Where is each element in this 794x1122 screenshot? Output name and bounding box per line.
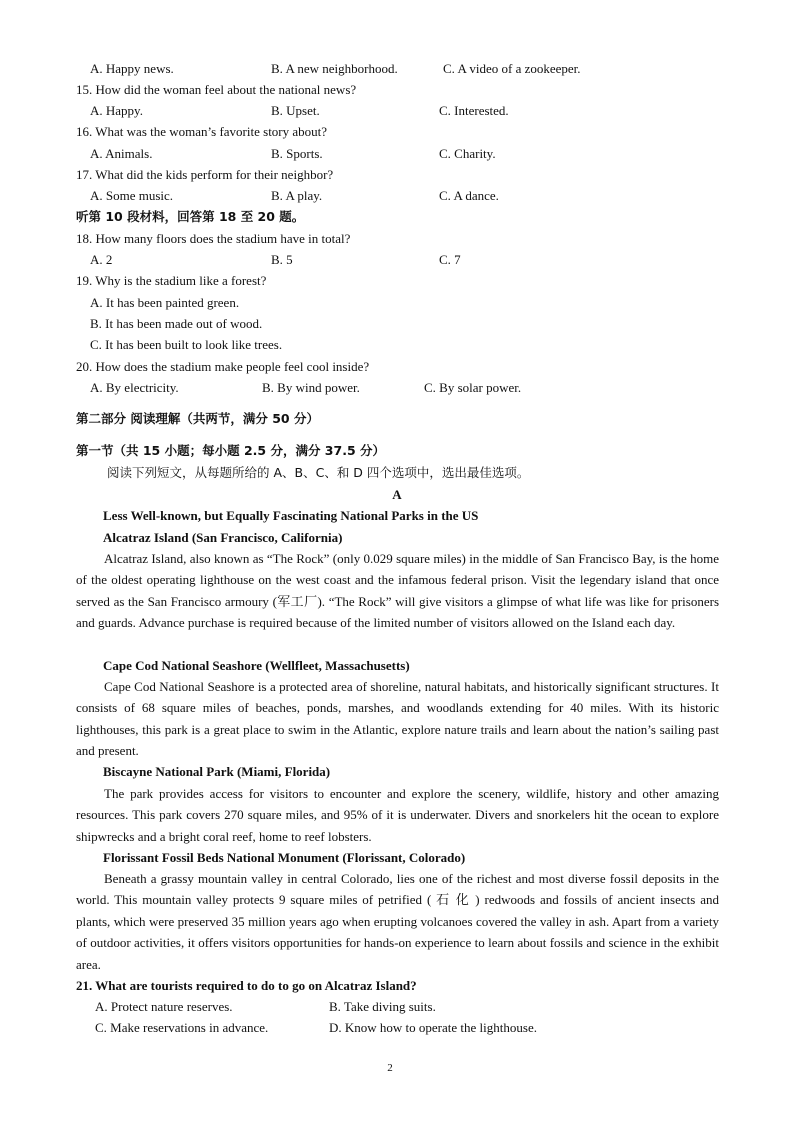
q20-option-b: B. By wind power. [262,380,360,395]
q21-stem: 21. What are tourists required to do to go on Alcatraz Island? [76,978,417,993]
instructions: 阅读下列短文，从每题所给的 A、B、C、和 D 四个选项中，选出最佳选项。 [107,465,530,480]
park-heading-alcatraz: Alcatraz Island (San Francisco, California) [103,530,343,545]
q17-option-c: C. A dance. [439,188,499,203]
section-10-heading: 听第 10 段材料，回答第 18 至 20 题。 [76,209,305,224]
q15-option-a: A. Happy. [90,103,143,118]
q14-option-b: B. A new neighborhood. [271,61,398,76]
park-heading-florissant: Florissant Fossil Beds National Monument (Florissant, Colorado) [103,850,466,865]
q15-option-b: B. Upset. [271,103,320,118]
q19-option-c: C. It has been built to look like trees. [90,337,283,352]
park-text-cape-cod: Cape Cod National Seashore is a protected area of shoreline, natural habitats, and historically significant structures. It consists of 68 square miles of beaches, ponds, marshes, and woodlands extending for 40 miles. With its historic lighthouses, this park is a great place to swim in the Atlantic, explore nature trails and learn about the nation’s sailing past and present. [76,679,719,759]
park-text-biscayne: The park provides access for visitors to encounter and explore the scenery, wildlife, history and other amazing resources. This park covers 270 square miles, and 95% of it is underwater. Divers and snorkelers hit the ocean to explore shipwrecks and a bright coral reef, home to reef lobsters. [76,786,719,844]
q21-option-d: D. Know how to operate the lighthouse. [329,1020,537,1035]
q16-option-a: A. Animals. [90,146,153,161]
q17-option-a: A. Some music. [90,188,174,203]
q20-option-c: C. By solar power. [424,380,522,395]
q16-stem: 16. What was the woman’s favorite story about? [76,124,328,139]
q18-option-a: A. 2 [90,252,113,267]
park-heading-biscayne: Biscayne National Park (Miami, Florida) [103,764,331,779]
park-text-florissant: Beneath a grassy mountain valley in central Colorado, lies one of the richest and most diverse fossil deposits in the world. This mountain valley protects 9 square miles of petrified ( 石 化 ) redwoods and fossils of ancient insects and plants, which were preserved 35 million years ago when erupting volcanoes covered the valley in ash. Apart from a variety of outdoor activities, it offers visitors opportunities for hands-on experience to learn about fossils and science in the exhibit area. [76,871,719,972]
q14-option-a: A. Happy news. [90,61,174,76]
q17-option-b: B. A play. [271,188,323,203]
q15-stem: 15. How did the woman feel about the national news? [76,82,357,97]
part-2-heading: 第二部分 阅读理解（共两节，满分 50 分） [76,411,319,426]
q18-stem: 18. How many floors does the stadium have in total? [76,231,351,246]
q19-stem: 19. Why is the stadium like a forest? [76,273,267,288]
q20-option-a: A. By electricity. [90,380,179,395]
q18-option-c: C. 7 [439,252,461,267]
page-number: 2 [387,1062,393,1074]
q18-option-b: B. 5 [271,252,293,267]
q16-option-c: C. Charity. [439,146,496,161]
section-1-heading: 第一节（共 15 小题；每小题 2.5 分，满分 37.5 分） [76,443,385,458]
park-heading-cape-cod: Cape Cod National Seashore (Wellfleet, Massachusetts) [103,658,410,673]
q21-option-b: B. Take diving suits. [329,999,436,1014]
q16-option-b: B. Sports. [271,146,323,161]
q15-option-c: C. Interested. [439,103,509,118]
passage-letter: A [392,487,402,502]
q19-option-b: B. It has been made out of wood. [90,316,263,331]
park-text-alcatraz: Alcatraz Island, also known as “The Rock” (only 0.029 square miles) in the middle of San Francisco Bay, is the home of the oldest operating lighthouse on the west coast and the infamous federal prison. Visit the legendary island that once served as the San Francisco armoury (军工厂). “The Rock” will give visitors a glimpse of what life was like for prisoners and guards. Advance purchase is required because of the limited number of visitors allowed on the Island each day. [76,551,719,631]
q19-option-a: A. It has been painted green. [90,295,240,310]
q21-option-c: C. Make reservations in advance. [95,1020,269,1035]
q14-option-c: C. A video of a zookeeper. [443,61,581,76]
passage-title: Less Well-known, but Equally Fascinating National Parks in the US [103,508,479,523]
q21-option-a: A. Protect nature reserves. [95,999,233,1014]
q17-stem: 17. What did the kids perform for their neighbor? [76,167,334,182]
q20-stem: 20. How does the stadium make people feel cool inside? [76,359,370,374]
